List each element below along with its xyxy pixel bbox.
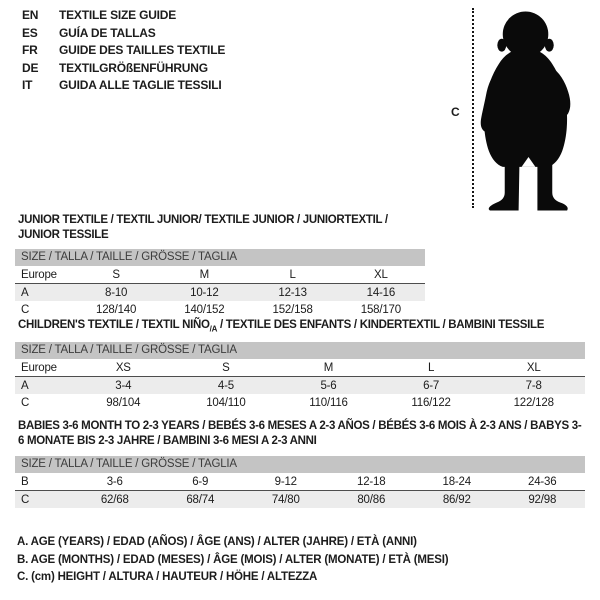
table-row xyxy=(15,491,585,508)
table-title-segment: CHILDREN'S TEXTILE / TEXTIL NIÑO xyxy=(18,319,210,331)
table-cell: 12-13 xyxy=(278,286,307,299)
table-row xyxy=(15,473,585,491)
footnote-line: B. AGE (MONTHS) / EDAD (MESES) / ÂGE (MOIS) / ALTER (MONATE) / ETÀ (MESI) xyxy=(17,553,449,566)
table-cell: M xyxy=(323,361,334,374)
footnote-legend xyxy=(17,534,448,587)
size-table xyxy=(15,456,585,508)
table-title xyxy=(15,213,425,243)
language-code: EN xyxy=(22,8,39,22)
language-label: TEXTILGRÖßENFÜHRUNG xyxy=(59,60,208,75)
table-title-segment: JUNIOR TEXTILE / TEXTIL JUNIOR/ TEXTILE JUNIOR / JUNIORTEXTIL / JUNIOR TESSILE xyxy=(18,214,388,241)
table-row xyxy=(15,301,425,318)
table-title-segment: / TEXTILE DES ENFANTS / KINDERTEXTIL / BAMBINI TESSILE xyxy=(217,319,545,331)
table-title xyxy=(15,419,585,449)
table-cell: 68/74 xyxy=(186,493,215,506)
table-cell: 110/116 xyxy=(309,396,348,409)
table-cell: 10-12 xyxy=(190,286,219,299)
table-cell: 122/128 xyxy=(513,396,554,409)
table-cell: 80/86 xyxy=(357,493,386,506)
size-table-section-babies xyxy=(15,419,585,508)
table-title xyxy=(15,318,585,336)
row-label: Europe xyxy=(21,268,57,281)
table-cell: 86/92 xyxy=(442,493,471,506)
language-label: GUIDA ALLE TAGLIE TESSILI xyxy=(59,78,222,92)
table-row xyxy=(15,359,585,377)
table-cell: 18-24 xyxy=(442,475,471,488)
table-cell: L xyxy=(427,361,435,374)
table-cell: 98/104 xyxy=(106,396,141,409)
language-row xyxy=(22,25,225,43)
table-cell: 3-6 xyxy=(106,475,123,488)
table-cell: 62/68 xyxy=(100,493,129,506)
table-cell: S xyxy=(222,361,230,374)
table-cell: 152/158 xyxy=(272,303,313,316)
table-cell: XL xyxy=(374,268,388,281)
row-label: C xyxy=(21,303,30,316)
table-row xyxy=(15,266,425,284)
table-cell: 7-8 xyxy=(525,379,542,392)
table-cell: 116/122 xyxy=(411,396,451,409)
language-code: IT xyxy=(22,78,33,92)
size-table xyxy=(15,342,585,411)
height-dotted-line xyxy=(472,8,474,208)
row-label: A xyxy=(21,286,29,299)
row-label: A xyxy=(21,379,29,392)
footnote-line: A. AGE (YEARS) / EDAD (AÑOS) / ÂGE (ANS) / ALTER (JAHRE) / ETÀ (ANNI) xyxy=(17,536,417,548)
footnote-line: C. (cm) HEIGHT / ALTURA / HAUTEUR / HÖHE / ALTEZZA xyxy=(17,571,318,583)
language-row xyxy=(22,7,225,25)
table-cell: 74/80 xyxy=(271,493,300,506)
table-row xyxy=(15,394,585,411)
language-row xyxy=(22,60,225,78)
language-code: ES xyxy=(22,25,38,40)
language-label: GUÍA DE TALLAS xyxy=(59,25,156,40)
baby-silhouette-icon xyxy=(479,7,578,212)
table-cell: 4-5 xyxy=(217,379,234,392)
table-cell: L xyxy=(289,268,296,281)
table-cell: M xyxy=(199,268,210,281)
size-header-band: SIZE / TALLA / TAILLE / GRÖSSE / TAGLIA xyxy=(15,342,585,359)
row-label: C xyxy=(21,396,30,409)
table-cell: 128/140 xyxy=(96,303,137,316)
table-cell: 6-7 xyxy=(423,379,440,392)
language-label: TEXTILE SIZE GUIDE xyxy=(59,8,177,22)
table-cell: 9-12 xyxy=(274,475,297,488)
table-cell: 5-6 xyxy=(320,379,337,392)
size-header-band: SIZE / TALLA / TAILLE / GRÖSSE / TAGLIA xyxy=(15,456,585,473)
table-cell: 14-16 xyxy=(366,286,396,299)
table-cell: 104/110 xyxy=(206,396,246,409)
table-body xyxy=(15,359,585,411)
size-table xyxy=(15,249,425,318)
table-cell: 92/98 xyxy=(528,493,557,506)
table-body xyxy=(15,473,585,508)
table-title-segment: BABIES 3-6 MONTH TO 2-3 YEARS / BEBÉS 3-6 MESES A 2-3 AÑOS / BÉBÉS 3-6 MOIS À 2-3 ANS / BABYS 3-6 MONATE BIS 2-3 JAHRE / BAMBINI 3-6 MESI A 2-3 ANNI xyxy=(18,420,582,447)
table-cell: 158/170 xyxy=(360,303,401,316)
table-title-segment: /A xyxy=(209,324,218,334)
table-cell: XS xyxy=(115,361,131,374)
table-cell: 140/152 xyxy=(184,303,225,316)
language-code: DE xyxy=(22,60,39,75)
language-row xyxy=(22,42,225,60)
table-cell: S xyxy=(112,268,120,281)
table-cell: 24-36 xyxy=(528,475,557,488)
row-label: C xyxy=(21,493,30,506)
size-header-band: SIZE / TALLA / TAILLE / GRÖSSE / TAGLIA xyxy=(15,249,425,266)
height-measure-label: C xyxy=(451,105,460,119)
table-body xyxy=(15,266,425,318)
table-cell: 8-10 xyxy=(105,286,128,299)
row-label: B xyxy=(21,475,29,488)
table-row xyxy=(15,284,425,301)
language-label: GUIDE DES TAILLES TEXTILE xyxy=(59,43,226,57)
table-cell: 6-9 xyxy=(192,475,209,488)
language-code: FR xyxy=(22,43,38,57)
language-row xyxy=(22,77,225,95)
table-cell: 3-4 xyxy=(115,379,132,392)
table-row xyxy=(15,377,585,394)
language-list xyxy=(22,7,225,95)
size-table-section-junior xyxy=(15,213,425,318)
size-table-section-children xyxy=(15,318,585,411)
table-cell: 12-18 xyxy=(357,475,386,488)
table-cell: XL xyxy=(526,361,541,374)
row-label: Europe xyxy=(21,361,57,374)
